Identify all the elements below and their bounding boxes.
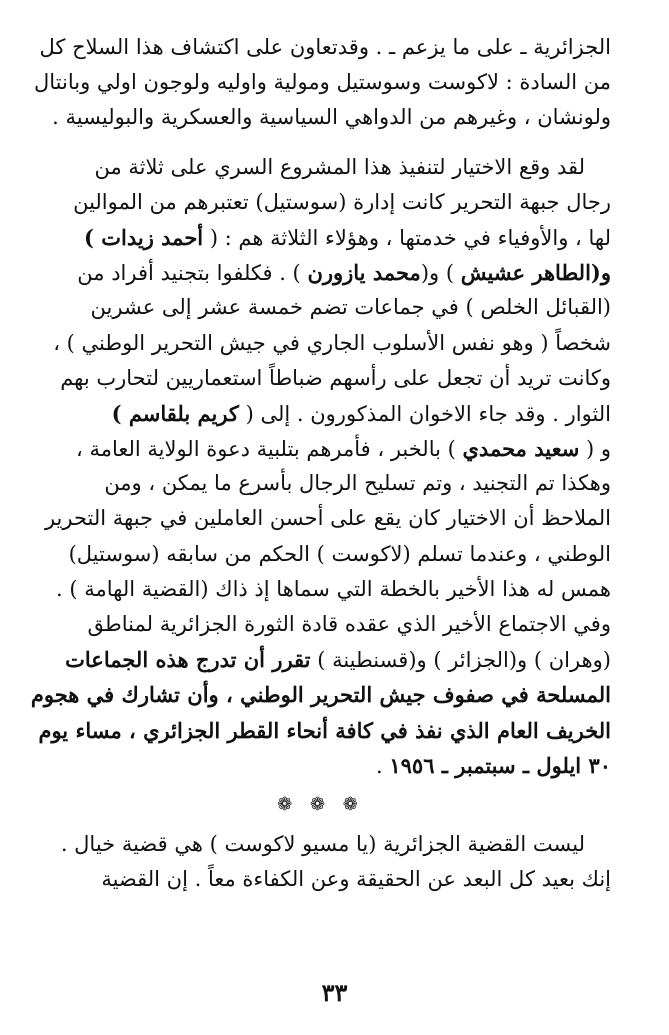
text-line [30, 431, 611, 466]
text-line: الجزائرية ـ على ما يزعم ـ . وقدتعاون على اكتشاف هذا السلاح كل [39, 35, 611, 59]
text-line: من السادة : لاكوست وسوستيل ومولية واوليه ولوجون اولي وبانتال [34, 70, 611, 95]
text-line [30, 642, 611, 677]
text-line [30, 677, 611, 712]
bold-text-run: أحمد زيدات ) [83, 224, 204, 250]
text-run: (وهران ) و(الجزائر ) و(قسنطينة ) [310, 648, 611, 673]
text-line [30, 326, 611, 361]
text-run: لقد وقع الاختيار لتنفيذ هذا المشروع السري على ثلاثة من [94, 154, 585, 179]
bold-text-run: سعيد محمدي [462, 436, 580, 462]
paragraph-2 [30, 150, 611, 783]
text-run: ) . فكلفوا بتجنيد أفراد من [77, 261, 308, 286]
text-run: الثوار . وقد جاء الاخوان المذكورون . إلى ( [238, 401, 611, 426]
text-line [30, 748, 611, 783]
bold-text-run: كريم بلقاسم ) [111, 400, 239, 426]
bold-text-run: الطاهر عشيش [460, 260, 591, 286]
text-line: إنك بعيد كل البعد عن الحقيقة وعن الكفاءة معاً . إن القضية [101, 867, 611, 892]
text-run: وكانت تريد أن تجعل على رأسهم ضباطاً استعماريين لتحارب بهم [60, 365, 611, 390]
text-run: و ( [579, 437, 611, 462]
text-run: شخصاً ( وهو نفس الأسلوب الجاري في جيش التحرير الوطني ) ، [53, 330, 611, 355]
text-run: همس له هذا الأخير بالخطة التي سماها إذ ذاك (القضية الهامة ) . [56, 576, 611, 601]
text-line [30, 537, 611, 572]
bold-text-run: الخريف العام الذي نفذ في كافة أنحاء القطر الجزائري ، مساء يوم [38, 717, 611, 743]
text-run: لها ، والأوفياء في خدمتها ، وهؤلاء الثلاثة هم : ( [203, 225, 611, 250]
bold-text-run: المسلحة في صفوف جيش التحرير الوطني ، وأن تشارك في هجوم [30, 682, 611, 708]
text-run: وفي الاجتماع الأخير الذي عقده قادة الثورة الجزائرية لمناطق [87, 612, 611, 636]
bold-text-run: ٣٠ ايلول ـ سبتمبر ـ ١٩٥٦ [389, 752, 611, 778]
text-line [30, 607, 611, 642]
text-run: . [376, 753, 390, 778]
text-line [30, 396, 611, 431]
bold-text-run: و( [590, 260, 611, 286]
text-line: ليست القضية الجزائرية (يا مسيو لاكوست ) هي قضية خيال . [60, 831, 585, 856]
text-run: ) و( [420, 261, 461, 286]
text-run: رجال جبهة التحرير كانت إدارة (سوستيل) تعتبرهم من الموالين [73, 189, 611, 214]
bold-text-run: محمد يازورن [307, 260, 421, 286]
text-line [30, 361, 611, 396]
text-line [30, 501, 611, 536]
text-run: ) بالخبر ، فأمرهم بتلبية دعوة الولاية العامة ، [75, 437, 463, 462]
section-separator: ❁ ❁ ❁ [277, 793, 364, 815]
text-line [30, 466, 611, 501]
page-number: ٣٣ [321, 978, 348, 1007]
text-line [30, 185, 611, 220]
text-line [30, 290, 611, 325]
text-run: (القبائل الخلص ) في جماعات تضم خمسة عشر إلى عشرين [90, 295, 611, 320]
paragraph-3 [30, 827, 611, 897]
paragraph-1 [30, 30, 611, 136]
book-page [30, 30, 611, 897]
bold-text-run: تقرر أن تدرج هذه الجماعات [65, 647, 311, 673]
text-run: وهكذا تم التجنيد ، وتم تسليح الرجال بأسرع ما يمكن ، ومن [104, 471, 611, 496]
text-run: الملاحظ أن الاختيار كان يقع على أحسن العاملين في جبهة التحرير [44, 506, 611, 531]
text-line [30, 713, 611, 748]
text-line: ولونشان ، وغيرهم من الدواهي السياسية والعسكرية والبوليسية . [52, 105, 611, 130]
text-line [30, 255, 611, 290]
text-line [30, 572, 611, 607]
text-line [30, 220, 611, 255]
text-line [30, 150, 611, 185]
text-run: الوطني ، وعندما تسلم (لاكوست ) الحكم من سابقه (سوستيل) [68, 541, 611, 566]
